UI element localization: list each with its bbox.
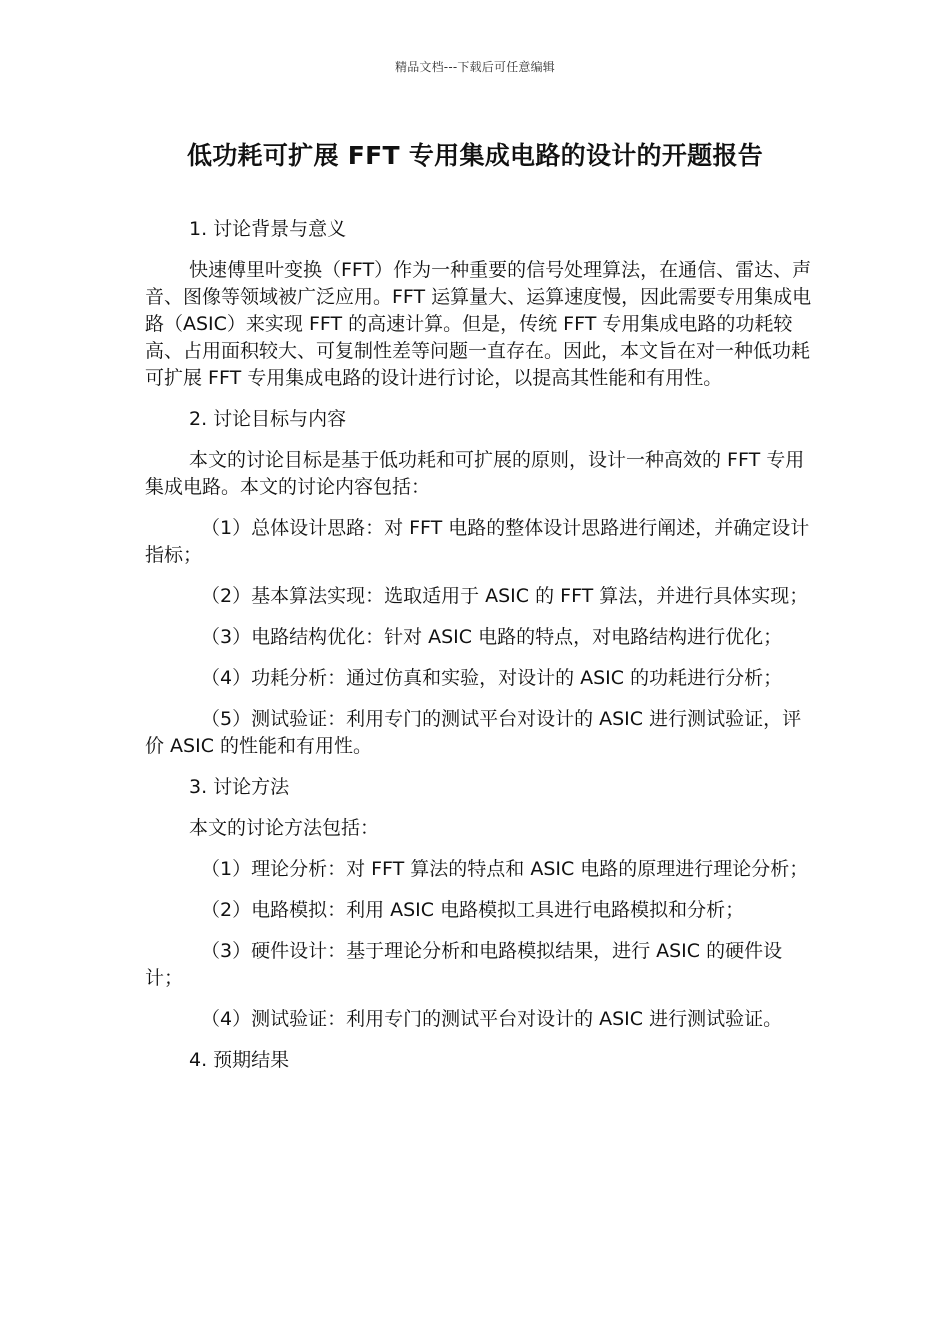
paragraph-methods: 本文的讨论方法包括： <box>189 817 380 839</box>
section-heading-methods: 3. 讨论方法 <box>189 776 290 798</box>
list-item-goal-5: （5）测试验证：利用专门的测试平台对设计的 ASIC 进行测试验证，评价 ASIC 的性能和有用性。 <box>145 708 802 757</box>
list-item-method-1: （1）理论分析：对 FFT 算法的特点和 ASIC 电路的原理进行理论分析； <box>201 858 809 880</box>
list-item-goal-4: （4）功耗分析：通过仿真和实验，对设计的 ASIC 的功耗进行分析； <box>201 667 783 689</box>
list-item-goal-1: （1）总体设计思路：对 FFT 电路的整体设计思路进行阐述，并确定设计指标； <box>145 517 810 566</box>
section-heading-background: 1. 讨论背景与意义 <box>189 218 347 240</box>
list-item-goal-2: （2）基本算法实现：选取适用于 ASIC 的 FFT 算法，并进行具体实现； <box>201 585 809 607</box>
document-body <box>145 216 813 1088</box>
paragraph-goals: 本文的讨论目标是基于低功耗和可扩展的原则，设计一种高效的 FFT 专用集成电路。本文的讨论内容包括： <box>145 449 805 498</box>
header-note: 精品文档---下载后可任意编辑 <box>395 60 555 74</box>
section-heading-results: 4. 预期结果 <box>189 1049 290 1071</box>
list-item-method-3: （3）硬件设计：基于理论分析和电路模拟结果，进行 ASIC 的硬件设计； <box>145 940 783 989</box>
list-item-method-2: （2）电路模拟：利用 ASIC 电路模拟工具进行电路模拟和分析； <box>201 899 745 921</box>
section-heading-goals: 2. 讨论目标与内容 <box>189 408 347 430</box>
list-item-method-4: （4）测试验证：利用专门的测试平台对设计的 ASIC 进行测试验证。 <box>201 1008 783 1030</box>
document-title: 低功耗可扩展 FFT 专用集成电路的设计的开题报告 <box>186 141 764 170</box>
list-item-goal-3: （3）电路结构优化：针对 ASIC 电路的特点，对电路结构进行优化； <box>201 626 783 648</box>
paragraph-background: 快速傅里叶变换（FFT）作为一种重要的信号处理算法，在通信、雷达、声音、图像等领域被广泛应用。FFT 运算量大、运算速度慢，因此需要专用集成电路（ASIC）来实现 FFT 的高速计算。但是，传统 FFT 专用集成电路的功耗较高、占用面积较大、可复制性差等问题一直存在。因此，本文旨在对一种低功耗可扩展 FFT 专用集成电路的设计进行讨论，以提高其性能和有用性。 <box>145 259 812 389</box>
